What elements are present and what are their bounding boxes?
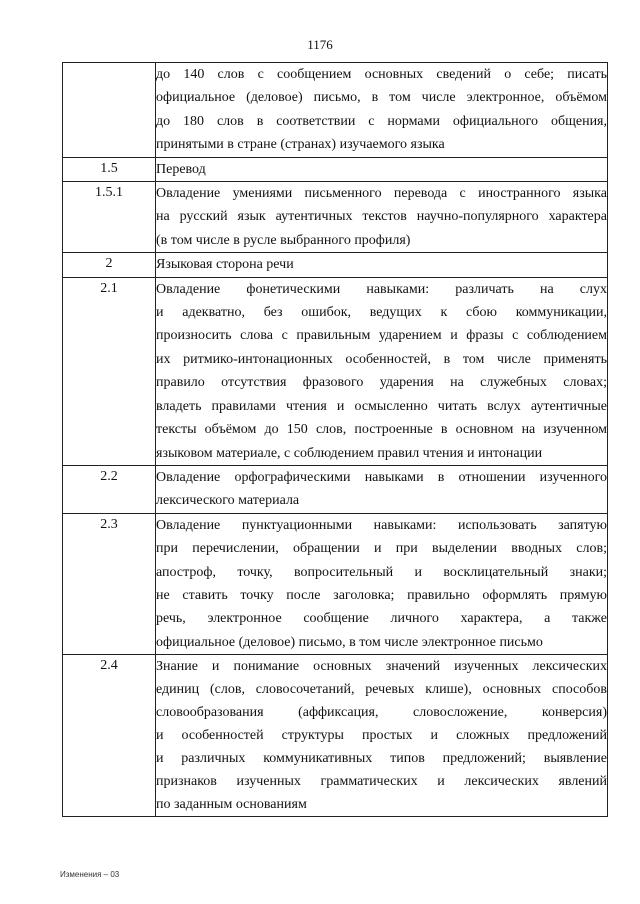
row-text xyxy=(156,465,608,513)
text-line: признаков изученных грамматических и лексических явлений xyxy=(156,774,607,790)
row-text xyxy=(156,655,608,817)
text-line: официальное (деловое) письмо, в том числе электронное, объёмом xyxy=(156,90,607,106)
text-line: на русский язык аутентичных текстов научно-популярного характера xyxy=(156,209,607,225)
text-line: при перечислении, обращении и при выделении вводных слов; xyxy=(156,541,607,557)
text-line: до 180 слов в соответствии с нормами официального общения, xyxy=(156,113,607,129)
text-line: языковом материале, с соблюдением правил чтения и интонации xyxy=(156,445,543,461)
table-row xyxy=(63,182,608,253)
table-row xyxy=(63,253,608,277)
table-row xyxy=(63,465,608,513)
row-text xyxy=(156,63,608,158)
row-text xyxy=(156,277,608,465)
table-row xyxy=(63,655,608,817)
text-line: не ставить точку после заголовка; правильно оформлять прямую xyxy=(156,587,607,603)
content-table xyxy=(62,62,608,817)
row-number: 2.4 xyxy=(63,655,156,817)
text-line: (в том числе в русле выбранного профиля) xyxy=(156,232,411,248)
text-line: и различных коммуникативных типов предложений; выявление xyxy=(156,751,607,767)
row-number xyxy=(63,63,156,158)
table-row xyxy=(63,513,608,654)
row-number: 2.3 xyxy=(63,513,156,654)
page-number: 1176 xyxy=(307,37,333,52)
text-line: словообразования (аффиксация, словосложение, конверсия) xyxy=(156,705,607,721)
row-number: 1.5 xyxy=(63,157,156,181)
table-row xyxy=(63,157,608,181)
row-number: 2.2 xyxy=(63,465,156,513)
text-line: правило отсутствия фразового ударения на служебных словах; xyxy=(156,375,607,391)
text-line: речь, электронное сообщение личного характера, а также xyxy=(156,611,607,627)
text-line: апостроф, точку, вопросительный и восклицательный знаки; xyxy=(156,564,607,580)
table-row xyxy=(63,63,608,158)
row-text xyxy=(156,157,608,181)
row-number: 2.1 xyxy=(63,277,156,465)
text-line: владеть правилами чтения и осмысленно читать вслух аутентичные xyxy=(156,398,607,414)
row-number: 2 xyxy=(63,253,156,277)
text-line: Овладение умениями письменного перевода с иностранного языка xyxy=(156,186,607,202)
text-line: лексического материала xyxy=(156,493,300,509)
footer-note: Изменения – 03 xyxy=(60,870,120,879)
text-line: Овладение орфографическими навыками в отношении изученного xyxy=(156,469,607,485)
text-line: и адекватно, без ошибок, ведущих к сбою коммуникации, xyxy=(156,305,607,321)
text-line: произносить слова с правильным ударением и фразы с соблюдением xyxy=(156,328,607,344)
text-line: принятыми в стране (странах) изучаемого языка xyxy=(156,137,445,153)
text-line: Знание и понимание основных значений изученных лексических xyxy=(156,659,607,675)
text-line: и особенностей структуры простых и сложных предложений xyxy=(156,728,607,744)
text-line: Овладение пунктуационными навыками: использовать запятую xyxy=(156,517,607,533)
row-text xyxy=(156,182,608,253)
row-text xyxy=(156,513,608,654)
text-line: до 140 слов с сообщением основных сведений о себе; писать xyxy=(156,67,607,82)
text-line: Языковая сторона речи xyxy=(156,257,294,273)
row-text xyxy=(156,253,608,277)
text-line: единиц (слов, словосочетаний, речевых клише), основных способов xyxy=(156,682,607,698)
text-line: Перевод xyxy=(156,161,206,177)
text-line: тексты объёмом до 150 слов, построенные в основном на изученном xyxy=(156,422,607,438)
row-number: 1.5.1 xyxy=(63,182,156,253)
text-line: их ритмико-интонационных особенностей, в том числе применять xyxy=(156,351,607,367)
text-line: Овладение фонетическими навыками: различать на слух xyxy=(156,281,607,297)
table-row xyxy=(63,277,608,465)
text-line: по заданным основаниям xyxy=(156,797,307,813)
text-line: официальное (деловое) письмо, в том числе электронное письмо xyxy=(156,634,543,650)
